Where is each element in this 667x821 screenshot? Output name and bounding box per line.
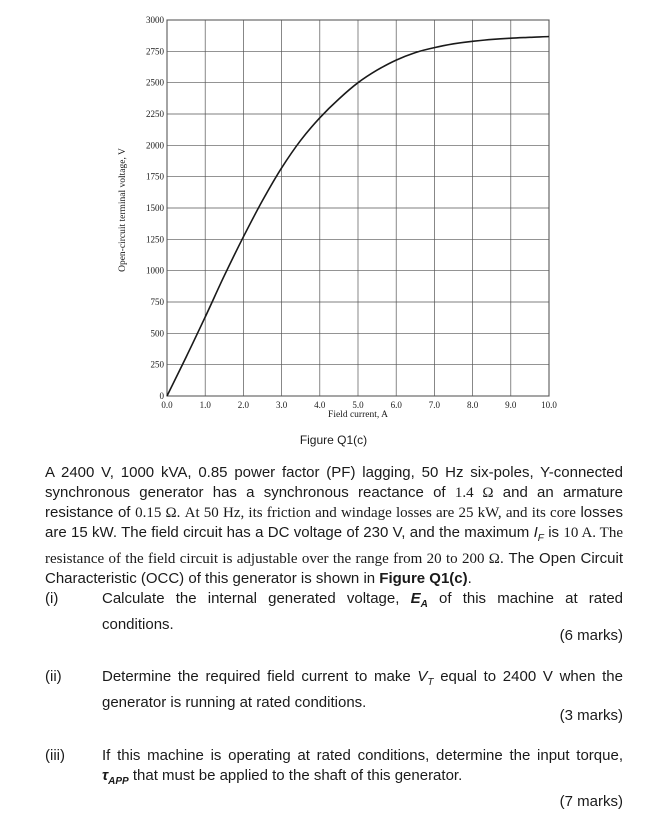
x-tick-label: 2.0	[237, 400, 250, 410]
question-text	[102, 667, 623, 713]
marks-iii: (7 marks)	[559, 793, 623, 810]
y-tick-label: 0	[159, 391, 164, 401]
y-tick-label: 1000	[146, 265, 164, 276]
max-field-current: 10 A. The resistance of the field circuit is adjustable over the range from 20 to 200 Ω.	[45, 525, 623, 567]
ea-symbol: E	[410, 590, 421, 607]
y-tick-label: 3000	[146, 15, 164, 25]
y-tick-label: 2750	[146, 46, 164, 57]
intro-text-6: .	[467, 570, 472, 587]
question-text	[102, 589, 623, 635]
figure-caption: Figure Q1(c)	[299, 433, 368, 447]
question-text-post: equal to 2400 V when the generator is running at rated conditions.	[102, 668, 623, 711]
intro-text-5: The Open Circuit Characteristic (OCC) of this generator is shown in	[45, 550, 624, 587]
y-tick-label: 250	[150, 359, 164, 370]
intro-text-1: A 2400 V, 1000 kVA, 0.85 power factor (PF) lagging, 50 Hz six-poles, Y-connected synchronous generator has a synchronous reactance of	[45, 464, 623, 501]
x-tick-label: 5.0	[352, 400, 364, 410]
y-tick-label: 2250	[146, 109, 164, 119]
question-text-pre: Determine the required field current to make	[102, 668, 418, 685]
x-tick-label: 6.0	[390, 400, 402, 410]
question-text-post: that must be applied to the shaft of this generator.	[128, 767, 463, 784]
question-text	[102, 746, 623, 792]
y-tick-label: 1500	[146, 203, 164, 213]
vt-symbol: V	[417, 668, 428, 685]
if-subscript: F	[537, 533, 544, 544]
y-tick-label: 2500	[146, 77, 164, 88]
vt-subscript: T	[427, 677, 434, 688]
x-tick-label: 10.0	[541, 400, 557, 410]
x-axis-label: Field current, A	[328, 410, 388, 420]
figure-reference: Figure Q1(c)	[379, 570, 468, 587]
y-tick-label: 500	[150, 328, 164, 339]
intro-text-2: and an armature resistance of	[45, 484, 623, 521]
intro-text-3: losses are 15 kW. The field circuit has a DC voltage of 230 V, and the maximum	[45, 504, 623, 541]
marks-i: (6 marks)	[559, 627, 623, 644]
chart-grid	[167, 20, 549, 396]
tau-subscript: APP	[108, 776, 129, 787]
problem-statement	[45, 463, 623, 589]
x-tick-labels	[161, 400, 557, 410]
y-axis-label: Open-circuit terminal voltage, V	[118, 148, 128, 272]
question-text-post: of this machine at rated conditions.	[102, 590, 623, 633]
y-tick-labels	[146, 15, 165, 401]
resistance-value: 0.15 Ω. At 50 Hz, its friction and windage losses are 25 kW, and its core	[135, 505, 576, 521]
question-number: (i)	[45, 590, 59, 607]
x-tick-label: 7.0	[428, 400, 441, 410]
question-number: (ii)	[45, 668, 62, 685]
x-tick-label: 8.0	[466, 400, 479, 410]
question-text-pre: If this machine is operating at rated conditions, determine the input torque,	[102, 747, 623, 764]
y-tick-label: 750	[150, 297, 164, 307]
question-number: (iii)	[45, 747, 65, 764]
x-tick-label: 3.0	[275, 400, 288, 410]
intro-text-4: is	[543, 524, 564, 541]
y-tick-label: 2000	[146, 140, 164, 151]
y-tick-label: 1750	[146, 171, 164, 182]
x-tick-label: 9.0	[505, 400, 517, 410]
tau-symbol: τ	[102, 767, 109, 784]
x-tick-label: 0.0	[161, 400, 173, 410]
ea-subscript: A	[420, 599, 428, 610]
x-tick-label: 4.0	[314, 400, 326, 410]
question-text-pre: Calculate the internal generated voltage,	[102, 590, 411, 607]
if-symbol: I	[533, 524, 538, 541]
marks-ii: (3 marks)	[559, 707, 623, 724]
reactance-value: 1.4 Ω	[454, 485, 494, 501]
x-tick-label: 1.0	[199, 400, 211, 410]
y-tick-label: 1250	[146, 234, 164, 245]
